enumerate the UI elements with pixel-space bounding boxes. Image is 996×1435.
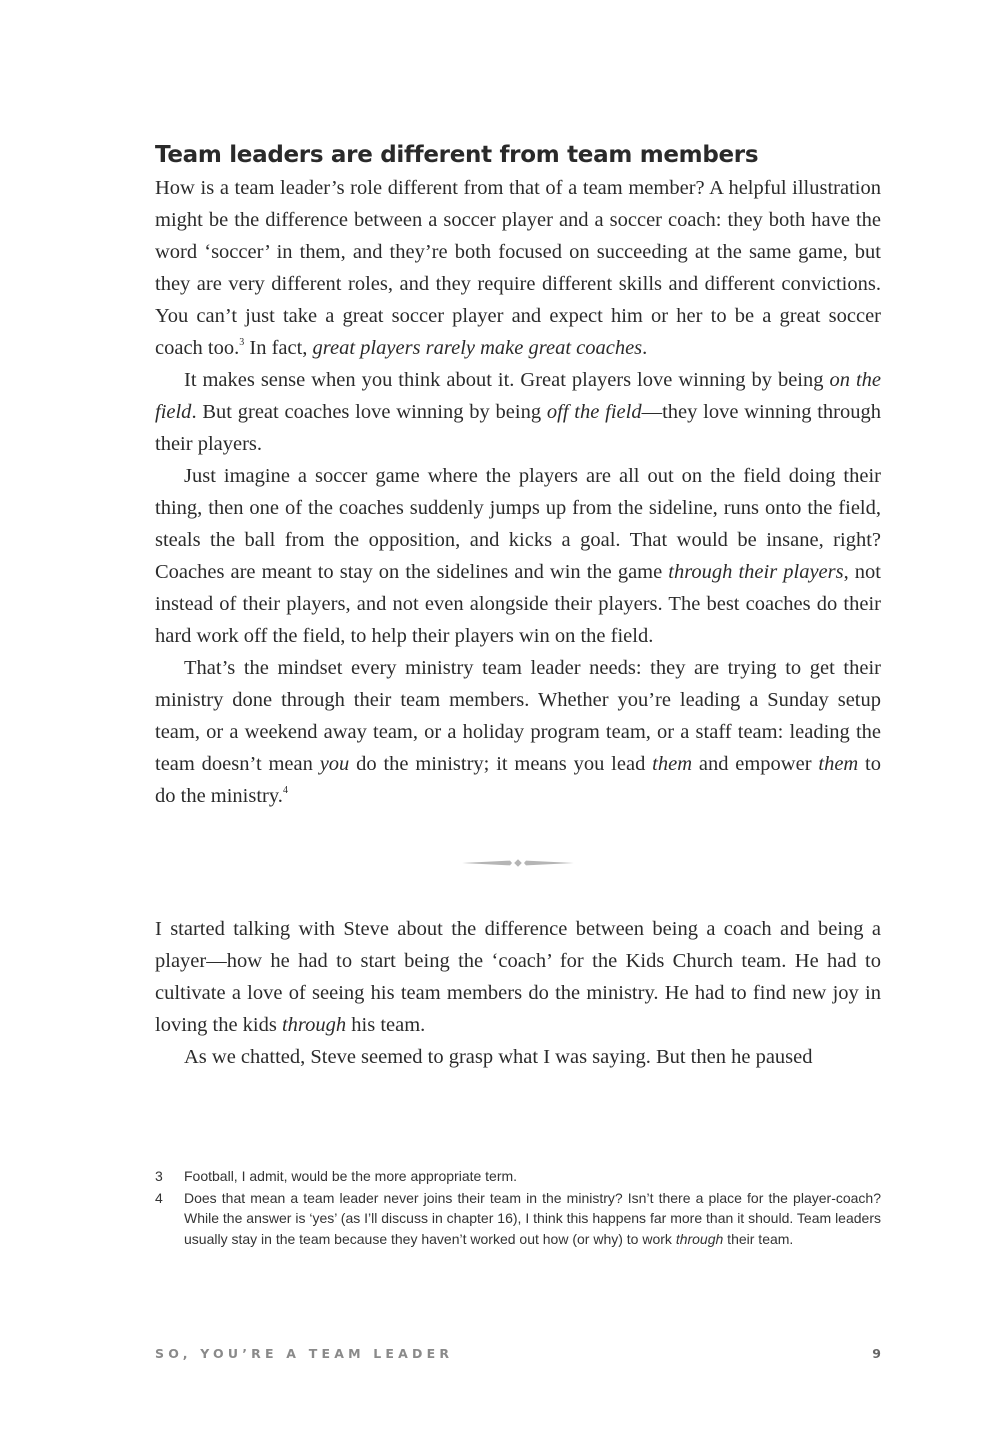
text-run: . (642, 337, 648, 359)
footnote (155, 1166, 881, 1187)
italic-text-run: off the field (546, 401, 642, 423)
section-heading: Team leaders are different from team members (155, 142, 759, 168)
footnote-number: 3 (155, 1168, 163, 1184)
text-run: do the ministry; it means you lead (349, 753, 653, 775)
italic-text-run: through their players (668, 561, 844, 583)
italic-text-run: through (675, 1230, 724, 1247)
footnote-text (184, 1188, 881, 1250)
italic-text-run: through (281, 1014, 347, 1036)
paragraph (155, 652, 881, 812)
paragraph (155, 1041, 881, 1073)
text-run: Football, I admit, would be the more appropriate term. (184, 1168, 518, 1184)
running-title: SO, YOU’RE A TEAM LEADER (155, 1346, 454, 1361)
paragraph (155, 364, 881, 460)
text-run: to do the ministry. (155, 753, 882, 807)
paragraph (155, 172, 881, 364)
body-text-block (155, 172, 881, 812)
text-run: and empower (692, 753, 819, 775)
text-run: . But great coaches love winning by being (191, 401, 547, 423)
text-run: As we chatted, Steve seemed to grasp what I was saying. But then he paused (184, 1046, 813, 1068)
italic-text-run: them (818, 753, 859, 775)
text-run: Does that mean a team leader never joins their team in the ministry? Isn’t there a place for the player-coach? While the answer is ‘yes’ (as I’ll discuss in chapter 16), I think this happens far more than it should. Team leaders usually stay in the team because they haven’t worked out how (or why) to work (184, 1189, 881, 1247)
section-divider-ornament-icon (460, 858, 576, 868)
italic-text-run: on the field (155, 369, 881, 423)
footnote-reference: 4 (282, 785, 288, 796)
italic-text-run: you (319, 753, 350, 775)
paragraph (155, 913, 881, 1041)
page-footer (155, 1346, 881, 1361)
text-run: I started talking with Steve about the difference between being a coach and being a player—how he had to start being the ‘coach’ for the Kids Church team. He had to cultivate a love of seeing his team members do the ministry. He had to find new joy in loving the kids (155, 918, 881, 1036)
text-run: their team. (723, 1230, 794, 1247)
text-run: In fact, (244, 337, 313, 359)
text-run: That’s the mindset every ministry team leader needs: they are trying to get their ministry done through their team members. Whether you’re leading a Sunday setup team, or a weekend away team, or a holiday program team, or a staff team: leading the team doesn’t mean (155, 657, 881, 775)
page-content (155, 138, 881, 1073)
italic-text-run: great players rarely make great coaches (312, 337, 643, 359)
italic-text-run: them (652, 753, 693, 775)
body-text-block-continued (155, 913, 881, 1073)
text-run: his team. (346, 1014, 426, 1036)
footnote-text (184, 1166, 881, 1187)
footnote-reference: 3 (239, 337, 245, 348)
section-divider (155, 813, 881, 913)
text-run: How is a team leader’s role different from that of a team member? A helpful illustration might be the difference between a soccer player and a soccer coach: they both have the word ‘soccer’ in them, and they’re both focused on succeeding at the same game, but they are very different roles, and they require different skills and different convictions. You can’t just take a great soccer player and expect him or her to be a great soccer coach too. (155, 177, 881, 359)
text-run: Just imagine a soccer game where the players are all out on the field doing their thing, then one of the coaches suddenly jumps up from the sideline, runs onto the field, steals the ball from the opposition, and kicks a goal. That would be insane, right? Coaches are meant to stay on the sidelines and win the game (155, 465, 881, 583)
paragraph (155, 460, 881, 652)
text-run: It makes sense when you think about it. Great players love winning by being (184, 369, 830, 391)
footnotes (155, 1166, 881, 1250)
footnote (155, 1188, 881, 1250)
footnote-number: 4 (155, 1189, 163, 1206)
text-run: , not instead of their players, and not even alongside their players. The best coaches do their hard work off the field, to help their players win on the field. (155, 561, 881, 647)
page-number: 9 (872, 1346, 881, 1361)
text-run: —they love winning through their players. (155, 401, 882, 455)
